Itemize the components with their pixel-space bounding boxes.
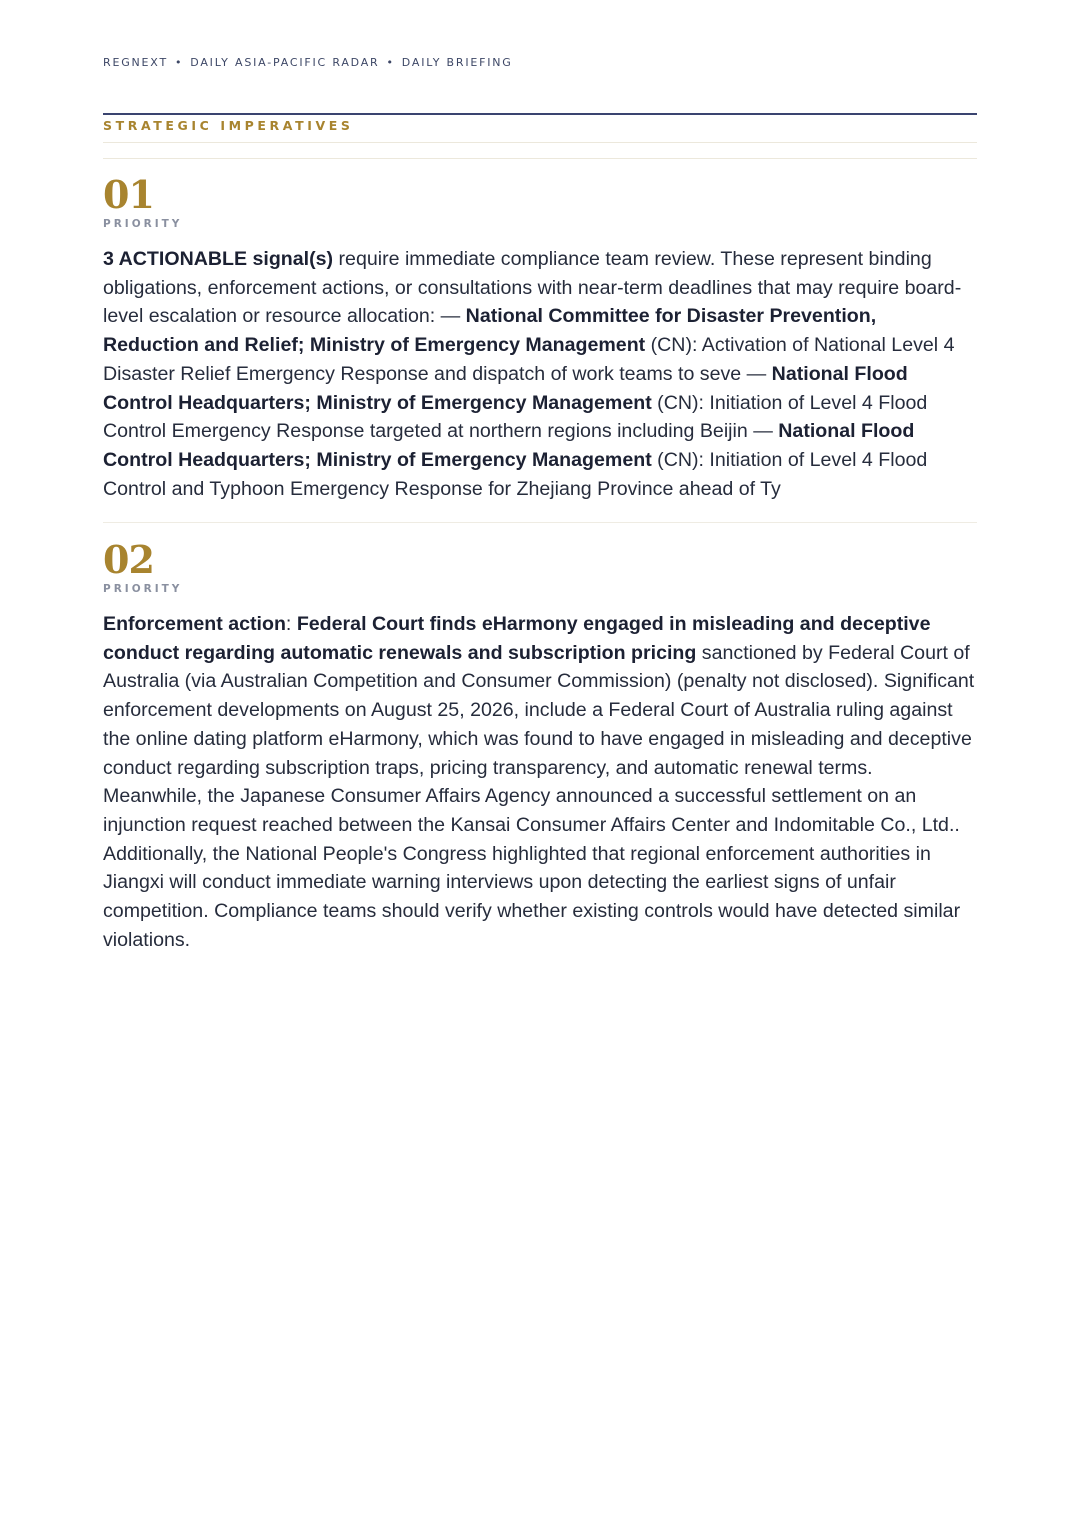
brand-name: REGNEXT xyxy=(103,56,168,69)
body-emphasis: 3 ACTIONABLE signal(s) xyxy=(103,248,334,270)
body-text: (CN): Initiation of Level 4 Flood Control Emergency Response targeted at northern regions including Beijin — xyxy=(103,391,928,443)
running-header xyxy=(103,56,513,69)
section-rule xyxy=(103,142,977,143)
imperative-caption: PRIORITY xyxy=(103,218,183,230)
body-text: (CN): Initiation of Level 4 Flood Control and Typhoon Emergency Response for Zhejiang Province ahead of Ty xyxy=(103,448,928,500)
body-text: require immediate compliance team review. These represent binding obligations, enforcement actions, or consultations with near-term deadlines that may require board-level escalation or resource allocation: — xyxy=(103,248,962,328)
edition-name: DAILY BRIEFING xyxy=(401,56,513,69)
imperative-body xyxy=(103,610,977,954)
body-emphasis: National Flood Control Headquarters; Ministry of Emergency Management xyxy=(103,362,908,414)
body-emphasis: Enforcement action xyxy=(103,613,286,635)
imperative-item xyxy=(103,172,977,503)
imperative-number: 02 xyxy=(103,537,154,582)
body-text: sanctioned by Federal Court of Australia (via Australian Competition and Consumer Commission) (penalty not disclosed). Significant enforcement developments on August 25, 2026, include a Federal Court of Australia ruling against the online dating platform eHarmony, which was found to have engaged in misleading and deceptive conduct regarding subscription traps, pricing transparency, and automatic renewal terms. Meanwhile, the Japanese Consumer Affairs Agency announced a successful settlement on an injunction request reached between the Kansai Consumer Affairs Center and Indomitable Co., Ltd.. Additionally, the National People's Congress highlighted that regional enforcement authorities in Jiangxi will conduct immediate warning interviews upon detecting the earliest signs of unfair competition. Compliance teams should verify whether existing controls would have detected similar violations. xyxy=(103,641,975,951)
header-separator: • xyxy=(174,56,184,69)
body-text: (CN): Activation of National Level 4 Disaster Relief Emergency Response and dispatch of work teams to seve — xyxy=(103,334,955,385)
header-separator: • xyxy=(386,56,395,69)
body-text: : xyxy=(285,613,297,635)
body-emphasis: Federal Court finds eHarmony engaged in misleading and deceptive conduct regarding automatic renewals and subscription pricing xyxy=(103,613,931,664)
publication-name: DAILY ASIA-PACIFIC RADAR xyxy=(190,56,380,69)
imperative-caption: PRIORITY xyxy=(103,583,183,595)
imperative-body xyxy=(103,245,977,503)
body-emphasis: National Flood Control Headquarters; Ministry of Emergency Management xyxy=(103,420,915,471)
imperative-item xyxy=(103,537,977,954)
body-emphasis: National Committee for Disaster Prevention, Reduction and Relief; Ministry of Emergency Management xyxy=(103,305,877,357)
section-title: STRATEGIC IMPERATIVES xyxy=(103,118,354,133)
section-top-rule xyxy=(103,113,977,115)
imperative-divider xyxy=(103,522,977,523)
section-rule xyxy=(103,158,977,159)
imperative-number: 01 xyxy=(103,172,154,217)
